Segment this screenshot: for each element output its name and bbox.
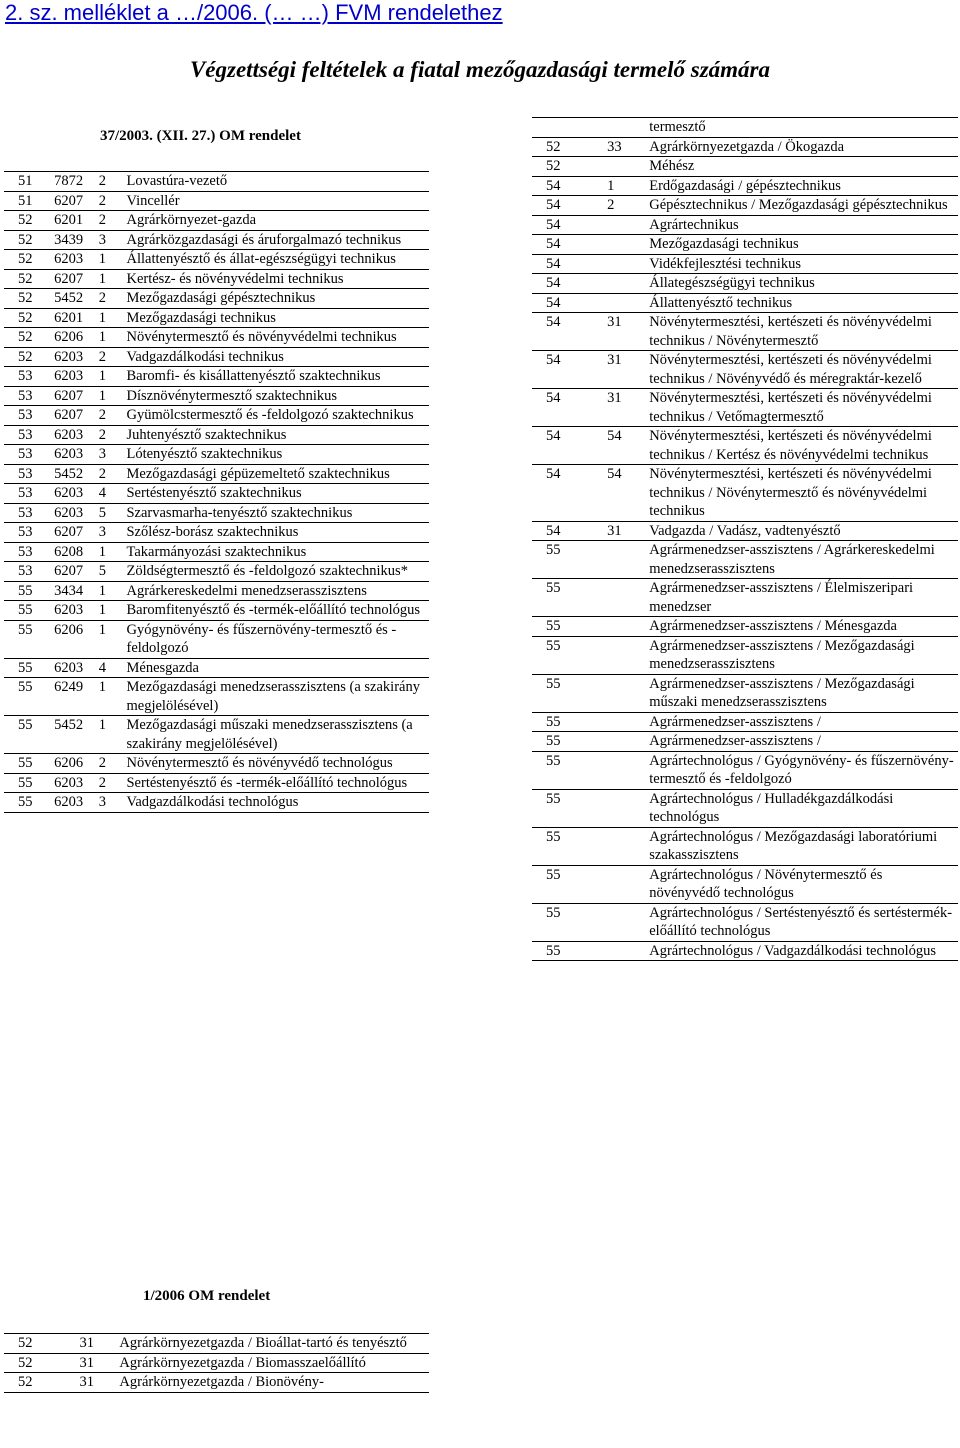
- table-row: [4, 211, 429, 231]
- table-row: [4, 581, 429, 601]
- qualification-cell: Növénytermesztési, kertészeti és növényvédelmi technikus / Növénytermesztő: [649, 313, 958, 351]
- variant-cell: 5: [99, 562, 127, 582]
- table-row: [532, 789, 958, 827]
- table-row: [532, 118, 958, 138]
- qualification-cell: Agrárkörnyezetgazda / Bioállat-tartó és tenyésztő: [119, 1334, 429, 1354]
- level-cell: 53: [4, 464, 54, 484]
- qualification-cell: Agrárkörnyezetgazda / Biomasszaelőállító: [119, 1353, 429, 1373]
- code-cell: [605, 941, 649, 961]
- qualification-cell: Erdőgazdasági / gépésztechnikus: [649, 176, 958, 196]
- variant-cell: 1: [99, 678, 127, 716]
- table-row: [4, 754, 429, 774]
- level-cell: 55: [4, 793, 54, 813]
- table-row: [4, 503, 429, 523]
- variant-cell: 1: [99, 269, 127, 289]
- qualification-cell: Agrármenedzser-asszisztens / Agrárkereskedelmi menedzserasszisztens: [649, 541, 958, 579]
- code-cell: 5452: [54, 464, 99, 484]
- level-cell: 55: [532, 617, 605, 637]
- level-cell: 55: [4, 678, 54, 716]
- qualification-cell: Vadgazda / Vadász, vadtenyésztő: [649, 521, 958, 541]
- table-row: [4, 523, 429, 543]
- level-cell: 52: [4, 1373, 80, 1393]
- qualification-cell: Mezőgazdasági műszaki menedzserasszisztens (a szakirány megjelölésével): [126, 716, 429, 754]
- table-row: [4, 386, 429, 406]
- level-cell: 52: [4, 250, 54, 270]
- qualification-cell: Vincellér: [126, 191, 429, 211]
- variant-cell: 2: [99, 464, 127, 484]
- qualification-cell: Mezőgazdasági technikus: [649, 235, 958, 255]
- qualification-cell: Agrártechnológus / Mezőgazdasági laboratóriumi szakasszisztens: [649, 827, 958, 865]
- code-cell: 6203: [54, 250, 99, 270]
- code-cell: [605, 235, 649, 255]
- qualification-cell: Ménesgazda: [126, 658, 429, 678]
- code-cell: 31: [605, 521, 649, 541]
- code-cell: [605, 674, 649, 712]
- code-cell: [605, 254, 649, 274]
- level-cell: 54: [532, 427, 605, 465]
- table-row: [4, 445, 429, 465]
- level-cell: 55: [4, 581, 54, 601]
- code-cell: [605, 579, 649, 617]
- level-cell: 53: [4, 445, 54, 465]
- table-row: [4, 425, 429, 445]
- qualification-cell: Agrármenedzser-asszisztens / Élelmiszeripari menedzser: [649, 579, 958, 617]
- table-row: [4, 542, 429, 562]
- qualification-cell: Juhtenyésztő szaktechnikus: [126, 425, 429, 445]
- code-cell: [605, 118, 649, 138]
- variant-cell: 2: [99, 754, 127, 774]
- level-cell: 55: [532, 941, 605, 961]
- qualification-cell: Kertész- és növényvédelmi technikus: [126, 269, 429, 289]
- variant-cell: 4: [99, 484, 127, 504]
- document-title: Végzettségi feltételek a fiatal mezőgazdasági termelő számára: [189, 57, 771, 82]
- code-cell: 6201: [54, 308, 99, 328]
- level-cell: 52: [4, 269, 54, 289]
- qualification-cell: Növénytermesztési, kertészeti és növényvédelmi technikus / Kertész és növényvédelmi technikus: [649, 427, 958, 465]
- qualification-cell: Növénytermesztési, kertészeti és növényvédelmi technikus / Növényvédő és méregraktár-kezelő: [649, 351, 958, 389]
- variant-cell: 2: [99, 211, 127, 231]
- code-cell: 6207: [54, 523, 99, 543]
- level-cell: 53: [4, 523, 54, 543]
- table-row: [532, 351, 958, 389]
- table-row: [4, 191, 429, 211]
- level-cell: 53: [4, 386, 54, 406]
- qualification-cell: Növénytermesztési, kertészeti és növényvédelmi technikus / Vetőmagtermesztő: [649, 389, 958, 427]
- table-row: [532, 636, 958, 674]
- code-cell: 6203: [54, 601, 99, 621]
- code-cell: 31: [605, 351, 649, 389]
- table-row: [532, 712, 958, 732]
- table-row: [4, 678, 429, 716]
- code-cell: 6203: [54, 793, 99, 813]
- code-cell: 54: [605, 427, 649, 465]
- table-row: [532, 521, 958, 541]
- variant-cell: 1: [99, 308, 127, 328]
- level-cell: 52: [4, 1334, 80, 1354]
- code-cell: 1: [605, 176, 649, 196]
- code-cell: 6207: [54, 269, 99, 289]
- code-cell: 6206: [54, 754, 99, 774]
- code-cell: 6207: [54, 386, 99, 406]
- variant-cell: 3: [99, 793, 127, 813]
- qualification-cell: Állattenyésztő és állat-egészségügyi technikus: [126, 250, 429, 270]
- variant-cell: 1: [99, 542, 127, 562]
- qualification-cell: Növénytermesztő és növényvédelmi technikus: [126, 328, 429, 348]
- table-row: [532, 732, 958, 752]
- variant-cell: 2: [99, 289, 127, 309]
- qualification-cell: Agrárközgazdasági és áruforgalmazó technikus: [126, 230, 429, 250]
- code-cell: 5452: [54, 289, 99, 309]
- qualification-cell: Méhész: [649, 157, 958, 177]
- variant-cell: 1: [99, 250, 127, 270]
- qualification-cell: Mezőgazdasági gépésztechnikus: [126, 289, 429, 309]
- code-cell: 5452: [54, 716, 99, 754]
- level-cell: 53: [4, 484, 54, 504]
- table-row: [4, 406, 429, 426]
- level-cell: 52: [4, 211, 54, 231]
- table-row: [532, 903, 958, 941]
- regulation-table-2006-continued: [532, 117, 958, 961]
- level-cell: 52: [4, 1353, 80, 1373]
- table-row: [4, 562, 429, 582]
- qualification-cell: Agrármenedzser-asszisztens / Ménesgazda: [649, 617, 958, 637]
- table-row: [532, 427, 958, 465]
- regulation-table-2006: [4, 1333, 429, 1393]
- table-row: [4, 347, 429, 367]
- code-cell: 31: [80, 1373, 120, 1393]
- code-cell: [605, 215, 649, 235]
- level-cell: 54: [532, 389, 605, 427]
- qualification-cell: Agrármenedzser-asszisztens / Mezőgazdasági műszaki menedzserasszisztens: [649, 674, 958, 712]
- variant-cell: 1: [99, 386, 127, 406]
- qualification-cell: Vadgazdálkodási technikus: [126, 347, 429, 367]
- level-cell: 53: [4, 542, 54, 562]
- code-cell: 6203: [54, 503, 99, 523]
- code-cell: [605, 541, 649, 579]
- qualification-cell: Baromfi- és kisállattenyésztő szaktechnikus: [126, 367, 429, 387]
- qualification-cell: Agrártechnológus / Növénytermesztő és növényvédő technológus: [649, 865, 958, 903]
- table-row: [532, 215, 958, 235]
- qualification-cell: Agrárkereskedelmi menedzserasszisztens: [126, 581, 429, 601]
- table-row: [4, 1373, 429, 1393]
- qualification-cell: Agrártechnológus / Hulladékgazdálkodási technológus: [649, 789, 958, 827]
- qualification-cell: Gyümölcstermesztő és -feldolgozó szaktechnikus: [126, 406, 429, 426]
- variant-cell: 2: [99, 406, 127, 426]
- code-cell: 6203: [54, 367, 99, 387]
- level-cell: 54: [532, 274, 605, 294]
- code-cell: 7872: [54, 172, 99, 192]
- variant-cell: 1: [99, 367, 127, 387]
- table-row: [532, 157, 958, 177]
- code-cell: 3434: [54, 581, 99, 601]
- qualification-cell: Baromfitenyésztő és -termék-előállító technológus: [126, 601, 429, 621]
- level-cell: 54: [532, 254, 605, 274]
- level-cell: 55: [532, 712, 605, 732]
- level-cell: 53: [4, 406, 54, 426]
- qualification-cell: Lótenyésztő szaktechnikus: [126, 445, 429, 465]
- variant-cell: 3: [99, 445, 127, 465]
- level-cell: 54: [532, 313, 605, 351]
- table-row: [532, 674, 958, 712]
- qualification-cell: Gyógynövény- és fűszernövény-termesztő és -feldolgozó: [126, 620, 429, 658]
- level-cell: 55: [532, 751, 605, 789]
- table-row: [532, 389, 958, 427]
- level-cell: 55: [532, 636, 605, 674]
- level-cell: 55: [4, 620, 54, 658]
- table-row: [4, 1353, 429, 1373]
- qualification-cell: Agrártechnológus / Gyógynövény- és fűszernövény-termesztő és -feldolgozó: [649, 751, 958, 789]
- variant-cell: 2: [99, 191, 127, 211]
- qualification-cell: Mezőgazdasági gépüzemeltető szaktechnikus: [126, 464, 429, 484]
- qualification-cell: Agrártechnikus: [649, 215, 958, 235]
- code-cell: 6207: [54, 406, 99, 426]
- level-cell: 54: [532, 521, 605, 541]
- table-row: [4, 658, 429, 678]
- level-cell: 52: [532, 157, 605, 177]
- level-cell: 52: [4, 328, 54, 348]
- level-cell: 55: [4, 658, 54, 678]
- level-cell: 52: [4, 308, 54, 328]
- regulation-table-2003: [4, 171, 429, 813]
- code-cell: 6207: [54, 191, 99, 211]
- qualification-cell: Mezőgazdasági menedzserasszisztens (a szakirány megjelölésével): [126, 678, 429, 716]
- code-cell: 6201: [54, 211, 99, 231]
- table-row: [532, 254, 958, 274]
- code-cell: [605, 732, 649, 752]
- code-cell: [605, 712, 649, 732]
- code-cell: [605, 789, 649, 827]
- qualification-cell: Állattenyésztő technikus: [649, 293, 958, 313]
- code-cell: 6203: [54, 484, 99, 504]
- table-row: [4, 1334, 429, 1354]
- code-cell: [605, 293, 649, 313]
- level-cell: 55: [532, 674, 605, 712]
- level-cell: 54: [532, 235, 605, 255]
- qualification-cell: termesztő: [649, 118, 958, 138]
- table-row: [532, 865, 958, 903]
- table-row: [4, 250, 429, 270]
- level-cell: 53: [4, 562, 54, 582]
- code-cell: 6203: [54, 347, 99, 367]
- table-row: [532, 176, 958, 196]
- variant-cell: 1: [99, 581, 127, 601]
- qualification-cell: Vidékfejlesztési technikus: [649, 254, 958, 274]
- code-cell: 31: [80, 1353, 120, 1373]
- code-cell: 6206: [54, 328, 99, 348]
- qualification-cell: Sertéstenyésztő szaktechnikus: [126, 484, 429, 504]
- variant-cell: 2: [99, 773, 127, 793]
- level-cell: 54: [532, 215, 605, 235]
- code-cell: [605, 157, 649, 177]
- qualification-cell: Sertéstenyésztő és -termék-előállító technológus: [126, 773, 429, 793]
- table-row: [4, 172, 429, 192]
- table-row: [532, 617, 958, 637]
- table-row: [532, 541, 958, 579]
- table-row: [4, 367, 429, 387]
- code-cell: 31: [605, 389, 649, 427]
- qualification-cell: Szarvasmarha-tenyésztő szaktechnikus: [126, 503, 429, 523]
- table-row: [4, 773, 429, 793]
- code-cell: [605, 274, 649, 294]
- variant-cell: 1: [99, 328, 127, 348]
- qualification-cell: Szőlész-borász szaktechnikus: [126, 523, 429, 543]
- qualification-cell: Növénytermesztési, kertészeti és növényvédelmi technikus / Növénytermesztő és növényvédelmi technikus: [649, 465, 958, 522]
- level-cell: 55: [532, 541, 605, 579]
- level-cell: [532, 118, 605, 138]
- table-row: [532, 196, 958, 216]
- table-row: [4, 484, 429, 504]
- qualification-cell: Gépésztechnikus / Mezőgazdasági gépésztechnikus: [649, 196, 958, 216]
- code-cell: [605, 903, 649, 941]
- table-row: [532, 274, 958, 294]
- table-row: [4, 464, 429, 484]
- code-cell: [605, 827, 649, 865]
- table-row: [4, 620, 429, 658]
- variant-cell: 2: [99, 425, 127, 445]
- level-cell: 54: [532, 351, 605, 389]
- code-cell: 54: [605, 465, 649, 522]
- level-cell: 55: [532, 865, 605, 903]
- qualification-cell: Vadgazdálkodási technológus: [126, 793, 429, 813]
- code-cell: 6207: [54, 562, 99, 582]
- qualification-cell: Agrárkörnyezetgazda / Bionövény-: [119, 1373, 429, 1393]
- level-cell: 52: [4, 347, 54, 367]
- variant-cell: 3: [99, 523, 127, 543]
- level-cell: 55: [4, 773, 54, 793]
- level-cell: 55: [4, 716, 54, 754]
- qualification-cell: Agrárkörnyezet-gazda: [126, 211, 429, 231]
- level-cell: 55: [4, 754, 54, 774]
- table-row: [532, 293, 958, 313]
- table-row: [532, 235, 958, 255]
- level-cell: 51: [4, 191, 54, 211]
- table-row: [4, 308, 429, 328]
- table-row: [4, 328, 429, 348]
- code-cell: [605, 617, 649, 637]
- code-cell: 6203: [54, 445, 99, 465]
- qualification-cell: Agrármenedzser-asszisztens /: [649, 732, 958, 752]
- level-cell: 53: [4, 367, 54, 387]
- qualification-cell: Mezőgazdasági technikus: [126, 308, 429, 328]
- table-row: [4, 793, 429, 813]
- code-cell: 6203: [54, 658, 99, 678]
- code-cell: 6203: [54, 425, 99, 445]
- table-row: [4, 269, 429, 289]
- variant-cell: 2: [99, 172, 127, 192]
- variant-cell: 1: [99, 601, 127, 621]
- table-row: [532, 579, 958, 617]
- table-row: [532, 941, 958, 961]
- level-cell: 55: [532, 789, 605, 827]
- qualification-cell: Agrárkörnyezetgazda / Ökogazda: [649, 137, 958, 157]
- table-row: [532, 313, 958, 351]
- section1-caption: 37/2003. (XII. 27.) OM rendelet: [100, 128, 301, 144]
- code-cell: [605, 751, 649, 789]
- code-cell: 6249: [54, 678, 99, 716]
- level-cell: 52: [532, 137, 605, 157]
- variant-cell: 1: [99, 620, 127, 658]
- header-link[interactable]: 2. sz. melléklet a …/2006. (… …) FVM rendelethez: [5, 0, 503, 25]
- table-row: [532, 465, 958, 522]
- variant-cell: 1: [99, 716, 127, 754]
- code-cell: 6208: [54, 542, 99, 562]
- code-cell: 6206: [54, 620, 99, 658]
- table-row: [4, 289, 429, 309]
- table-row: [532, 137, 958, 157]
- level-cell: 52: [4, 230, 54, 250]
- variant-cell: 3: [99, 230, 127, 250]
- qualification-cell: Agrártechnológus / Vadgazdálkodási technológus: [649, 941, 958, 961]
- level-cell: 52: [4, 289, 54, 309]
- qualification-cell: Agrármenedzser-asszisztens / Mezőgazdasági menedzserasszisztens: [649, 636, 958, 674]
- qualification-cell: Növénytermesztő és növényvédő technológus: [126, 754, 429, 774]
- table-row: [532, 827, 958, 865]
- code-cell: 6203: [54, 773, 99, 793]
- table-row: [4, 716, 429, 754]
- qualification-cell: Agrármenedzser-asszisztens /: [649, 712, 958, 732]
- qualification-cell: Takarmányozási szaktechnikus: [126, 542, 429, 562]
- level-cell: 54: [532, 293, 605, 313]
- table-row: [532, 751, 958, 789]
- variant-cell: 2: [99, 347, 127, 367]
- code-cell: 31: [80, 1334, 120, 1354]
- level-cell: 53: [4, 425, 54, 445]
- code-cell: 3439: [54, 230, 99, 250]
- code-cell: 2: [605, 196, 649, 216]
- level-cell: 53: [4, 503, 54, 523]
- level-cell: 54: [532, 465, 605, 522]
- section2-caption: 1/2006 OM rendelet: [143, 1288, 271, 1304]
- variant-cell: 5: [99, 503, 127, 523]
- qualification-cell: Agrártechnológus / Sertéstenyésztő és sertéstermék-előállító technológus: [649, 903, 958, 941]
- code-cell: [605, 636, 649, 674]
- table-row: [4, 230, 429, 250]
- level-cell: 55: [532, 903, 605, 941]
- level-cell: 55: [4, 601, 54, 621]
- qualification-cell: Dísznövénytermesztő szaktechnikus: [126, 386, 429, 406]
- code-cell: 33: [605, 137, 649, 157]
- level-cell: 55: [532, 579, 605, 617]
- level-cell: 55: [532, 732, 605, 752]
- table-row: [4, 601, 429, 621]
- level-cell: 55: [532, 827, 605, 865]
- level-cell: 54: [532, 196, 605, 216]
- qualification-cell: Lovastúra-vezető: [126, 172, 429, 192]
- level-cell: 54: [532, 176, 605, 196]
- variant-cell: 4: [99, 658, 127, 678]
- qualification-cell: Állategészségügyi technikus: [649, 274, 958, 294]
- code-cell: [605, 865, 649, 903]
- code-cell: 31: [605, 313, 649, 351]
- qualification-cell: Zöldségtermesztő és -feldolgozó szaktechnikus*: [126, 562, 429, 582]
- level-cell: 51: [4, 172, 54, 192]
